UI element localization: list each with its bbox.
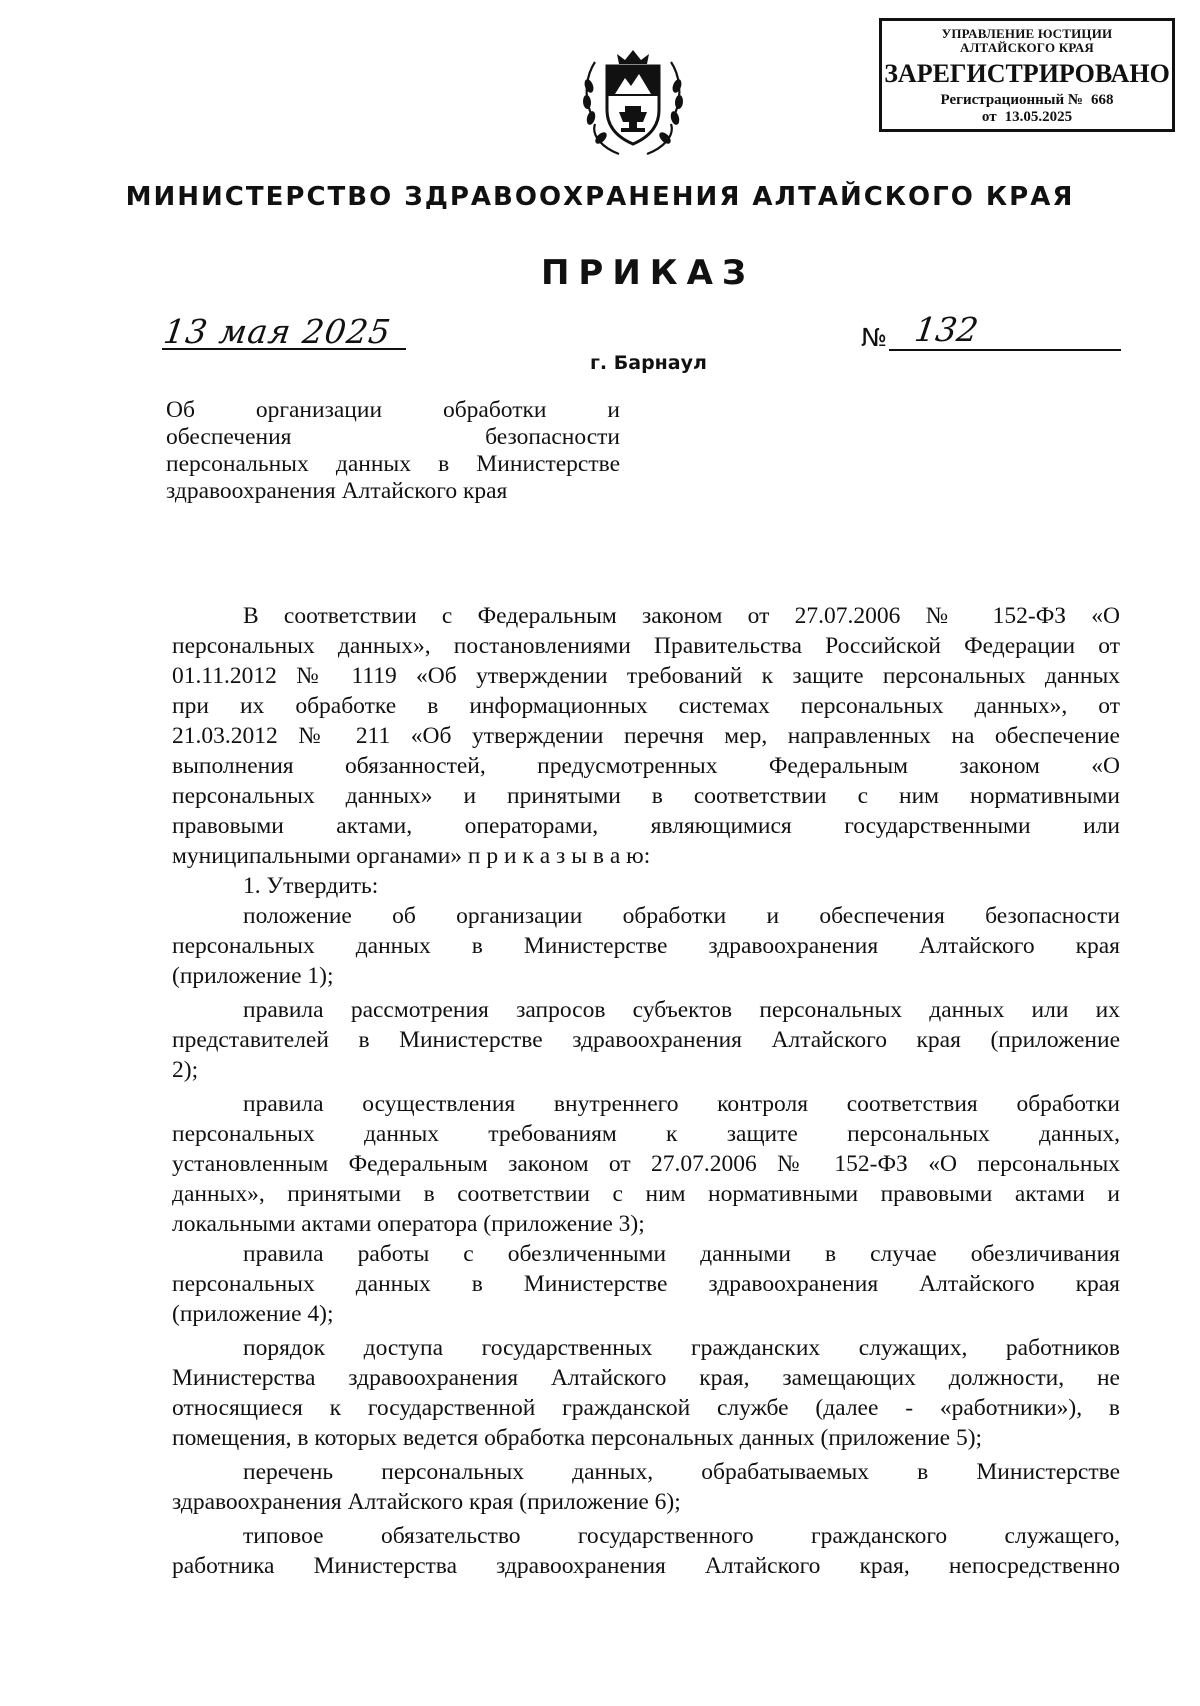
body-line: порядок доступа государственных гражданских служащих, работников [243,1335,1120,1361]
body-line: 21.03.2012 № 211 «Об утверждении перечня мер, направленных на обеспечение [172,723,1120,749]
body-line: персональных данных в Министерстве здравоохранения Алтайского края [172,933,1120,959]
body-line: 01.11.2012 № 1119 «Об утверждении требований к защите персональных данных [172,663,1120,689]
body-line: здравоохранения Алтайского края (приложение 6); [172,1489,681,1515]
ministry-name: МИНИСТЕРСТВО ЗДРАВООХРАНЕНИЯ АЛТАЙСКОГО КРАЯ [125,182,1075,212]
stamp-date-line [882,109,1172,125]
body-line: перечень персональных данных, обрабатываемых в Министерстве [243,1459,1120,1485]
document-type-title: ПРИКАЗ [540,253,756,293]
subject-line: персональных данных в Министерстве [166,451,620,477]
registration-stamp [879,18,1175,132]
subject-line: обеспечения безопасности [166,424,620,450]
stamp-status: ЗАРЕГИСТРИРОВАНО [884,59,1170,88]
stamp-date-label: от [981,109,997,125]
handwritten-order-number: 132 [912,310,981,349]
order-subject [166,397,620,505]
number-underline [889,349,1121,351]
body-line: 2); [172,1057,199,1083]
body-line: представителей в Министерстве здравоохранения Алтайского края (приложение [172,1027,1120,1053]
body-line: локальными актами оператора (приложение 3); [172,1211,645,1237]
body-line: правовыми актами, операторами, являющимися государственными или [172,813,1120,839]
body-line: 1. Утвердить: [243,873,379,899]
handwritten-date: 13 мая 2025 [161,312,394,351]
body-line: персональных данных», постановлениями Правительства Российской Федерации от [172,633,1120,659]
subject-line: здравоохранения Алтайского края [166,478,508,504]
body-line: типовое обязательство государственного гражданского служащего, [243,1523,1120,1549]
stamp-reg-line [882,91,1172,109]
coat-of-arms-icon [573,44,693,164]
order-body [172,601,1120,1581]
body-line: работника Министерства здравоохранения Алтайского края, непосредственно [172,1553,1120,1579]
date-underline [162,348,406,350]
body-line: (приложение 1); [172,963,334,989]
body-line: Министерства здравоохранения Алтайского края, замещающих должности, не [172,1365,1120,1391]
body-line: положение об организации обработки и обеспечения безопасности [243,903,1120,929]
body-line: правила осуществления внутреннего контроля соответствия обработки [243,1091,1120,1117]
body-line: (приложение 4); [172,1301,334,1327]
order-number-label: № [861,323,888,352]
body-line: персональных данных требованиям к защите персональных данных, [172,1121,1120,1147]
body-line: данных», принятыми в соответствии с ним нормативными правовыми актами и [172,1181,1120,1207]
stamp-reg-number: 668 [1090,92,1114,108]
body-line: помещения, в которых ведется обработка персональных данных (приложение 5); [172,1425,983,1451]
body-line: установленным Федеральным законом от 27.07.2006 № 152-ФЗ «О персональных [172,1151,1120,1177]
body-line: муниципальными органами» п р и к а з ы в а ю: [172,843,651,869]
body-line: персональных данных» и принятыми в соответствии с ним нормативными [172,783,1120,809]
body-line: В соответствии с Федеральным законом от 27.07.2006 № 152-ФЗ «О [243,603,1120,629]
stamp-authority-line1: УПРАВЛЕНИЕ ЮСТИЦИИ [941,26,1113,41]
body-line: правила работы с обезличенными данными в случае обезличивания [243,1241,1120,1267]
body-line: выполнения обязанностей, предусмотренных Федеральным законом «О [172,753,1120,779]
stamp-date: 13.05.2025 [1004,109,1073,125]
city: г. Барнаул [590,352,707,374]
body-line: при их обработке в информационных системах персональных данных», от [172,693,1120,719]
body-line: правила рассмотрения запросов субъектов персональных данных или их [243,997,1120,1023]
stamp-authority-line2: АЛТАЙСКОГО КРАЯ [960,40,1094,55]
stamp-reg-label: Регистрационный № [940,92,1083,108]
body-line: относящиеся к государственной гражданской службе (далее - «работники»), в [172,1395,1120,1421]
body-line: персональных данных в Министерстве здравоохранения Алтайского края [172,1271,1120,1297]
subject-line: Об организации обработки и [166,397,620,423]
